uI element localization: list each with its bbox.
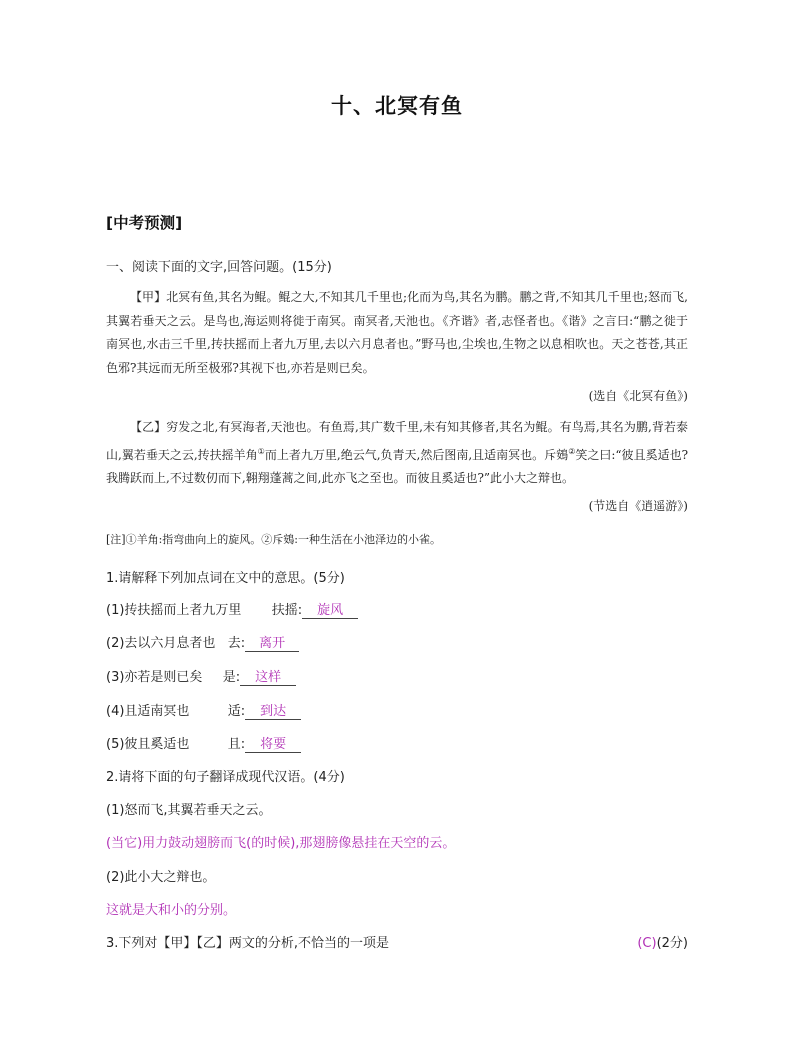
answer-blank: 到达 [245,704,301,720]
footnote-marker-2: ② [568,446,576,456]
q1-item-sentence: (3)亦若是则已矣 [106,670,203,685]
passage-yi-text-3: 笑之曰:“彼且奚适也?我腾跃而上,不过数仞而下,翱翔蓬蒿之间,此亦飞之至也。而彼且奚适也?”此小大之辩也。 [106,447,689,485]
q1-item-word: 适: [227,704,246,719]
q1-item-sentence: (1)抟扶摇而上者九万里 [106,603,242,618]
q2-item-1-sentence: (1)怒而飞,其翼若垂天之云。 [106,803,272,818]
q1-item-sentence: (4)且适南冥也 [106,704,190,719]
q2-stem: 2.请将下面的句子翻译成现代汉语。(4分) [106,770,345,785]
q1-item-word: 且: [227,737,246,752]
q1-item-2 [106,632,299,652]
q1-item-3 [106,666,296,686]
q1-item-word: 扶摇: [271,603,303,618]
passage-yi [106,416,688,491]
q3 [106,932,688,951]
q1-item-1 [106,599,358,619]
q2-item-2-sentence: (2)此小大之辩也。 [106,870,216,885]
q3-stem: 3.下列对【甲】【乙】两文的分析,不恰当的一项是 [106,936,390,951]
footnote: [注]①羊角:指弯曲向上的旋风。②斥鴳:一种生活在小池泽边的小雀。 [106,533,441,546]
answer-blank: 将要 [245,737,301,753]
section-label: [中考预测] [106,214,183,232]
q2-item-1-answer: (当它)用力鼓动翅膀而飞(的时候),那翅膀像悬挂在天空的云。 [106,836,456,851]
q1-stem: 1.请解释下列加点词在文中的意思。(5分) [106,571,345,586]
page-title: 十、北冥有鱼 [331,94,463,118]
question-heading: 一、阅读下面的文字,回答问题。(15分) [106,260,332,275]
passage-yi-text-2: 而上者九万里,绝云气,负青天,然后图南,且适南冥也。斥鴳 [264,447,569,462]
answer-blank: 旋风 [302,603,358,619]
q3-points: (2分) [656,936,688,951]
footnote-marker-1: ① [257,446,265,456]
source-yi: (节选自《逍遥游》) [588,499,688,513]
q3-answer: C [642,936,652,951]
q1-item-sentence: (2)去以六月息者也 [106,636,216,651]
q3-answer-mark [637,932,688,951]
passage-jia: 【甲】北冥有鱼,其名为鲲。鲲之大,不知其几千里也;化而为鸟,其名为鹏。鹏之背,不知其几千里也;怒而飞,其翼若垂天之云。是鸟也,海运则将徙于南冥。南冥者,天池也。《齐谐》者,志怪者也。《谐》之言曰:“鹏之徙于南冥也,水击三千里,抟扶摇而上者九万里,去以六月息者也。”野马也,尘埃也,生物之以息相吹也。天之苍苍,其正色邪?其远而无所至极邪?其视下也,亦若是则已矣。 [106,290,688,375]
answer-blank: 这样 [240,670,296,686]
q2-item-2-answer: 这就是大和小的分别。 [106,903,237,918]
passage-yi-text-1: 【乙】穷发之北,有冥海者,天池也。有鱼焉,其广数千里,未有知其修者,其名为鲲。有鸟焉,其名为鹏,背若泰山,翼若垂天之云,抟扶摇羊角 [106,420,688,462]
q1-item-word: 是: [222,670,241,685]
q1-item-4 [106,700,301,720]
source-jia: (选自《北冥有鱼》) [588,389,688,403]
q1-item-word: 去: [227,636,246,651]
q3-paren-close: ) [651,936,657,951]
q3-paren-open: ( [637,936,643,951]
answer-blank: 离开 [245,636,299,652]
q1-item-5 [106,733,301,753]
q1-item-sentence: (5)彼且奚适也 [106,737,190,752]
